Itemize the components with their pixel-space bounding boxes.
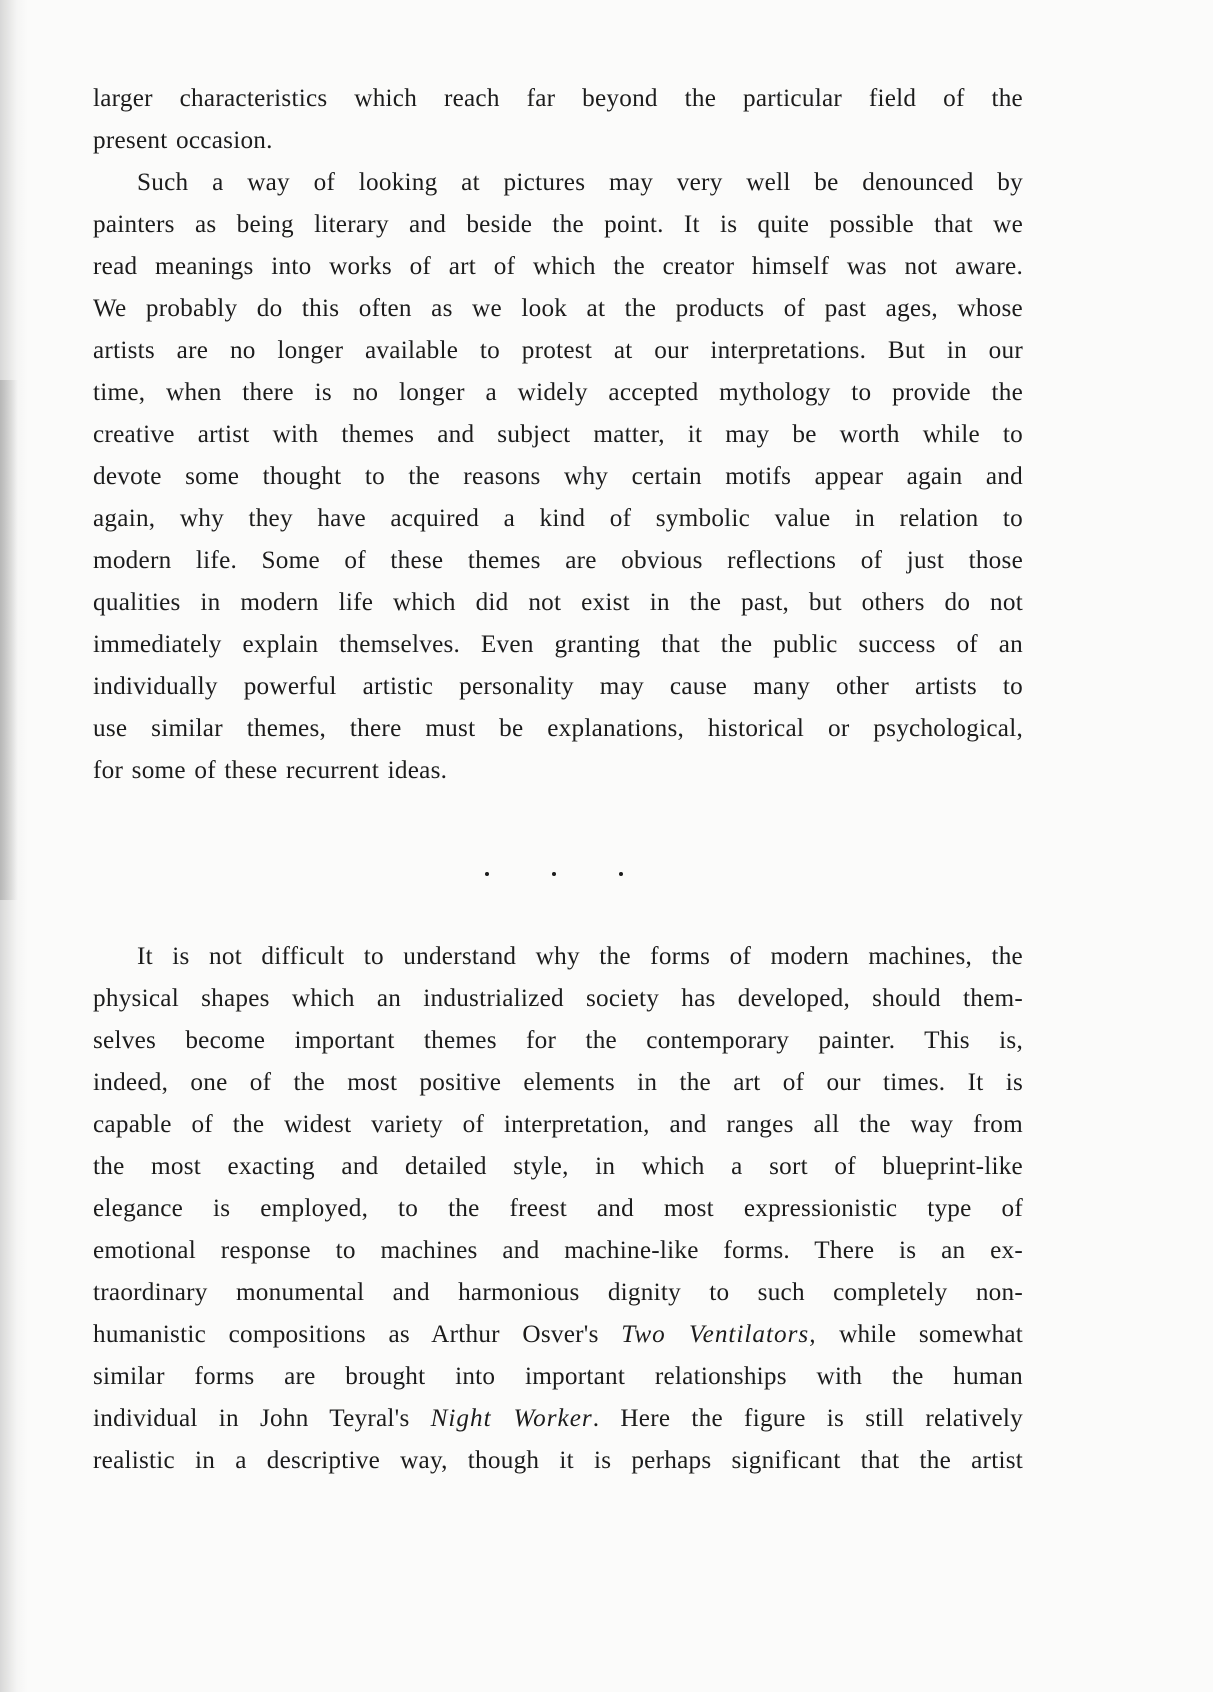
text-line: capable of the widest variety of interpretation, and ranges all the way from [93, 1111, 1023, 1138]
text-line: painters as being literary and beside the point. It is quite possible that we [93, 211, 1023, 238]
artwork-title-night-worker: Night Worker [430, 1405, 593, 1432]
text-line: indeed, one of the most positive elements in the art of our times. It is [93, 1069, 1023, 1096]
text-line: It is not difficult to understand why the forms of modern machines, the [137, 943, 1023, 970]
text-line: artists are no longer available to protest at our interpretations. But in our [93, 337, 1023, 364]
text-line: individually powerful artistic personality may cause many other artists to [93, 673, 1023, 700]
text-line: similar forms are brought into important relationships with the human [93, 1363, 1023, 1390]
text-line: traordinary monumental and harmonious dignity to such completely non- [93, 1279, 1023, 1306]
text-line: realistic in a descriptive way, though it is perhaps significant that the artist [93, 1447, 1023, 1474]
text-line-teyral [93, 1398, 1023, 1440]
text-line: devote some thought to the reasons why certain motifs appear again and [93, 463, 1023, 490]
text-line: selves become important themes for the contemporary painter. This is, [93, 1027, 1023, 1054]
separator-dot [619, 872, 623, 876]
text-run: while somewhat [816, 1321, 1023, 1348]
text-line: for some of these recurrent ideas. [93, 757, 448, 784]
text-line: immediately explain themselves. Even granting that the public success of an [93, 631, 1023, 658]
text-line: read meanings into works of art of which the creator himself was not aware. [93, 253, 1023, 280]
text-line: emotional response to machines and machine-like forms. There is an ex- [93, 1237, 1023, 1264]
text-line: Such a way of looking at pictures may very well be denounced by [137, 169, 1023, 196]
artwork-title-two-ventilators: Two Ventilators, [621, 1321, 817, 1348]
section-separator [93, 854, 1023, 894]
page-binding-shadow-dark [0, 380, 18, 900]
text-line: physical shapes which an industrialized society has developed, should them- [93, 985, 1023, 1012]
paragraph-interpretation [93, 162, 1023, 792]
text-line: the most exacting and detailed style, in which a sort of blueprint-like [93, 1153, 1023, 1180]
text-run: humanistic compositions as Arthur Osver's [93, 1321, 622, 1348]
text-line: use similar themes, there must be explanations, historical or psychological, [93, 715, 1023, 742]
text-line: qualities in modern life which did not exist in the past, but others do not [93, 589, 1023, 616]
text-line: creative artist with themes and subject matter, it may be worth while to [93, 421, 1023, 448]
text-line: time, when there is no longer a widely accepted mythology to provide the [93, 379, 1023, 406]
text-run: . Here the figure is still relatively [592, 1405, 1023, 1432]
text-run: individual in John Teyral's [93, 1405, 431, 1432]
text-line: again, why they have acquired a kind of symbolic value in relation to [93, 505, 1023, 532]
paragraph-continuation [93, 78, 1023, 162]
text-line: elegance is employed, to the freest and most expressionistic type of [93, 1195, 1023, 1222]
separator-dot [485, 872, 489, 876]
text-line: larger characteristics which reach far beyond the particular field of the [93, 85, 1023, 112]
separator-dot [552, 872, 556, 876]
book-page [93, 78, 1023, 1482]
text-line-osver [93, 1314, 1023, 1356]
text-line: modern life. Some of these themes are obvious reflections of just those [93, 547, 1023, 574]
paragraph-machines [93, 936, 1023, 1482]
text-line: present occasion. [93, 127, 273, 154]
text-line: We probably do this often as we look at the products of past ages, whose [93, 295, 1023, 322]
